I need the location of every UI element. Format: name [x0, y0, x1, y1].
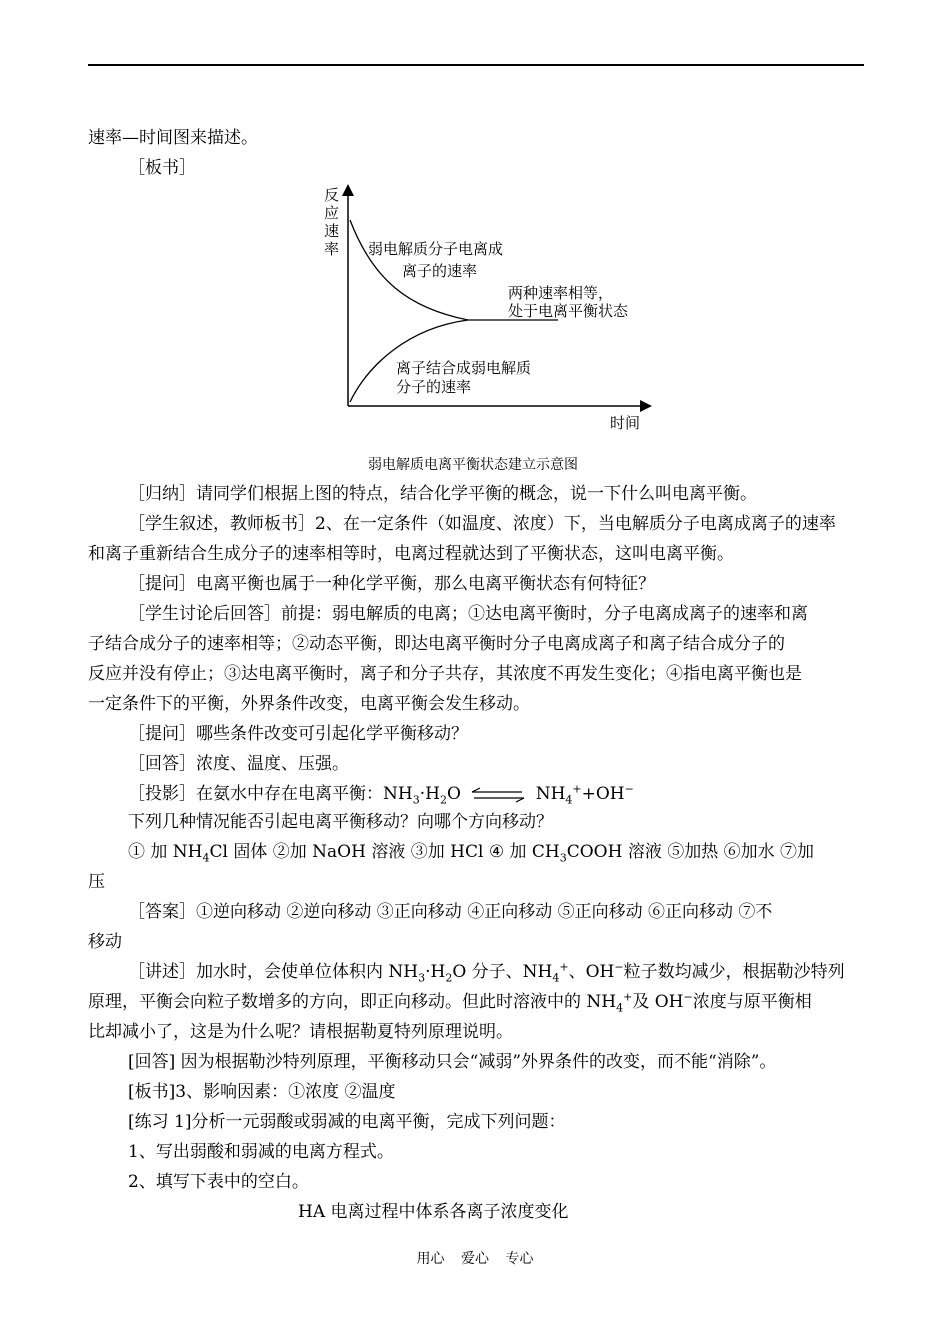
page-footer	[0, 1248, 950, 1268]
text-line: 和离子重新结合生成分子的速率相等时，电离过程就达到了平衡状态，这叫电离平衡。	[88, 544, 734, 564]
text-line: 1、写出弱酸和弱减的电离方程式。	[128, 1142, 394, 1162]
equal-label-1: 两种速率相等，	[508, 284, 614, 302]
footer-text-3: 专心	[505, 1251, 534, 1267]
y-axis-label-4: 率	[324, 240, 340, 258]
text-line: 移动	[88, 932, 122, 952]
text-line: 压	[88, 872, 105, 892]
explanation-line-2: 原理，平衡会向粒子数增多的方向，即正向移动。但此时溶液中的 $NH_4^+$及 OH−浓度与原平衡相	[88, 990, 812, 1015]
footer-text-2: 爱心	[461, 1251, 489, 1267]
text-line: 一定条件下的平衡，外界条件改变，电离平衡会发生移动。	[88, 694, 530, 714]
intro-line-1: 速率—时间图来描述。	[88, 128, 258, 148]
curve-bottom-label-2: 分子的速率	[396, 378, 472, 396]
text-line: ［回答］浓度、温度、压强。	[128, 754, 349, 774]
explanation-line-1: ［讲述］加水时，会使单位体积内 $NH_3\cdot H_2O$ 分子、$NH_4^+$、OH−粒子数均减少，根据勒沙特列	[128, 960, 845, 985]
text-line: ［提问］电离平衡也属于一种化学平衡，那么电离平衡状态有何特征？	[128, 574, 655, 594]
x-axis-label: 时间	[610, 414, 641, 432]
equilibrium-equation-line: ［投影］在氨水中存在电离平衡：$NH_3\cdot H_2O$ $NH_4^++OH^-$	[128, 782, 634, 807]
footer-text-1: 用心	[416, 1251, 445, 1267]
text-line: ［提问］哪些条件改变可引起化学平衡移动？	[128, 724, 468, 744]
y-axis-label-1: 反	[324, 186, 340, 204]
text-line: ［学生叙述，教师板书］2、在一定条件（如温度、浓度）下，当电解质分子电离成离子的速率	[128, 514, 836, 534]
text-line: 2、填写下表中的空白。	[128, 1172, 309, 1192]
options-line: ① 加 $NH_4Cl$ 固体 ②加 NaOH 溶液 ③加 HCl ④ 加 $CH_3COOH$ 溶液 ⑤加热 ⑥加水 ⑦加	[128, 842, 815, 865]
header-rule	[88, 64, 864, 66]
curve-bottom-label-1: 离子结合成弱电解质	[396, 359, 532, 377]
text-line: 比却减小了，这是为什么呢？请根据勒夏特列原理说明。	[88, 1022, 513, 1042]
rate-time-diagram	[318, 180, 658, 442]
text-line: 子结合成分子的速率相等；②动态平衡，即达电离平衡时分子电离成离子和离子结合成分子的	[88, 634, 785, 654]
equal-label-2: 处于电离平衡状态	[508, 302, 629, 320]
text-line: ［答案］①逆向移动 ②逆向移动 ③正向移动 ④正向移动 ⑤正向移动 ⑥正向移动 ⑦不	[128, 902, 773, 922]
text-line: 下列几种情况能否引起电离平衡移动？向哪个方向移动？	[128, 812, 553, 832]
text-line: [回答] 因为根据勒沙特列原理，平衡移动只会“减弱”外界条件的改变，而不能“消除”。	[128, 1052, 777, 1072]
curve-top-label-1: 弱电解质分子电离成	[368, 240, 504, 258]
y-axis-label-2: 应	[324, 204, 340, 222]
text-line: 反应并没有停止；③达电离平衡时，离子和分子共存，其浓度不再发生变化；④指电离平衡也是	[88, 664, 802, 684]
figure-caption: 弱电解质电离平衡状态建立示意图	[368, 457, 578, 473]
reversible-arrow-icon	[470, 787, 526, 803]
y-axis-label-3: 速	[324, 222, 340, 240]
table-title: HA 电离过程中体系各离子浓度变化	[298, 1202, 569, 1222]
curve-top-label-2: 离子的速率	[402, 262, 478, 280]
intro-board-note: ［板书］	[128, 158, 196, 178]
text-line: ［归纳］请同学们根据上图的特点，结合化学平衡的概念，说一下什么叫电离平衡。	[128, 484, 757, 504]
text-line: ［学生讨论后回答］前提：弱电解质的电离；①达电离平衡时，分子电离成离子的速率和离	[128, 604, 808, 624]
text-line: [板书]3、影响因素：①浓度 ②温度	[128, 1082, 396, 1102]
text-line: [练习 1]分析一元弱酸或弱减的电离平衡，完成下列问题：	[128, 1112, 566, 1132]
